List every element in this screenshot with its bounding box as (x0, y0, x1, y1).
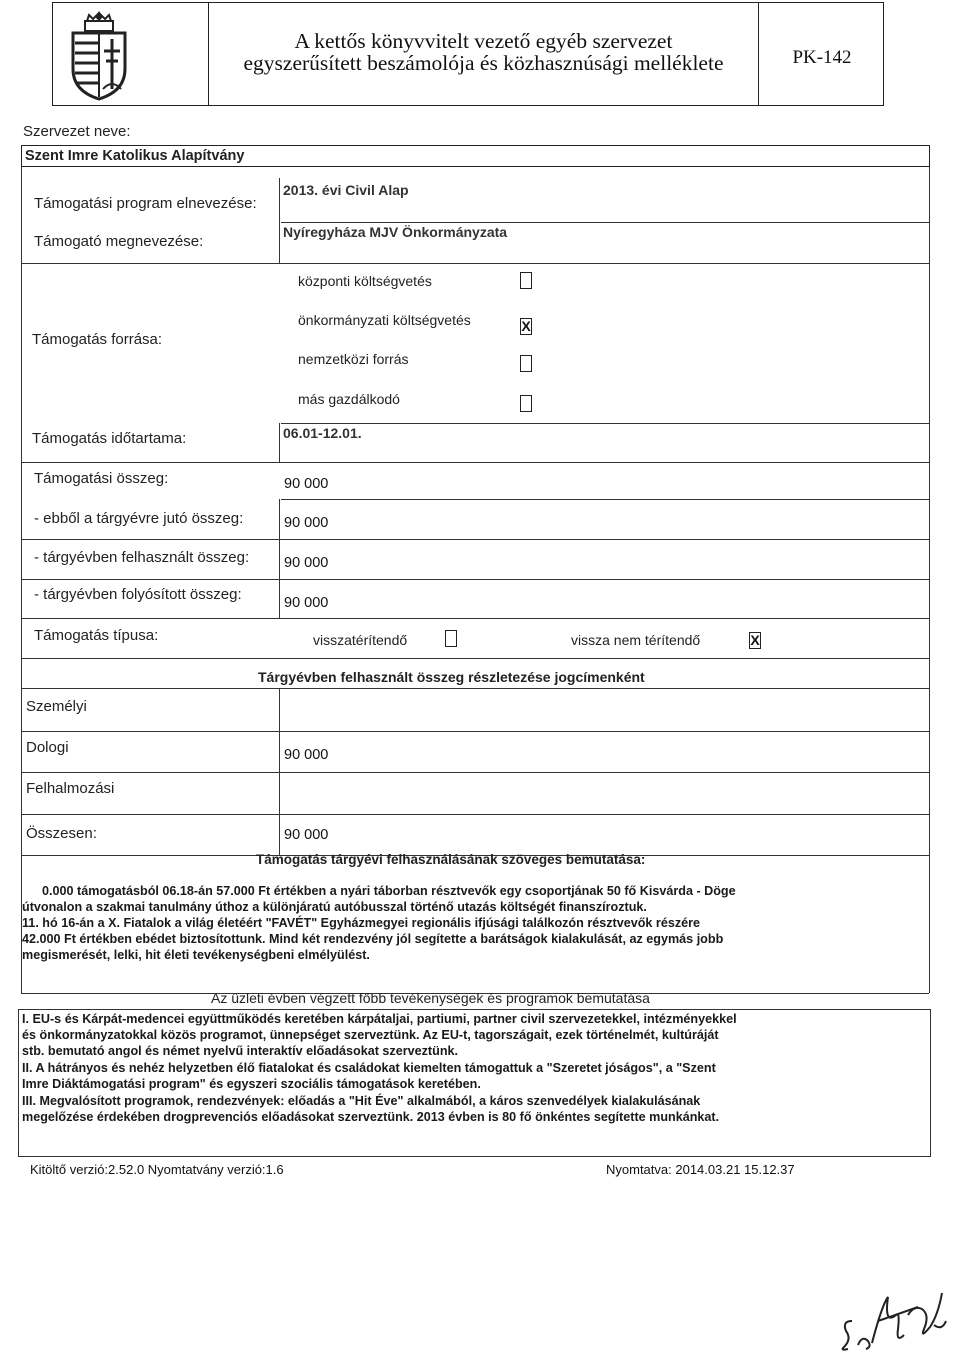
activities-line: Imre Diáktámogatási program" és egyszeri szociális támogatások keretében. (22, 1077, 481, 1091)
program-name-label: Támogatási program elnevezése: (34, 195, 257, 212)
supporter-value: Nyíregyháza MJV Önkormányzata (283, 224, 508, 240)
usage-line: 0.000 támogatásból 06.18-án 57.000 Ft értékben a nyári táborban résztvevők egy csoportjának 50 fő Kisvárda - Döge (42, 884, 736, 898)
amount-total-label: Támogatási összeg: (34, 470, 169, 487)
duration-value: 06.01-12.01. (283, 425, 362, 441)
amount-paid-value: 90 000 (284, 595, 329, 611)
refundable-label: visszatérítendő (313, 632, 408, 648)
breakdown-total-value: 90 000 (284, 827, 329, 843)
source-option-other-label: más gazdálkodó (298, 391, 400, 407)
breakdown-total-label: Összesen: (26, 825, 97, 842)
breakdown-title: Tárgyévben felhasznált összeg részletezése jogcímenként (258, 669, 645, 685)
source-option-international-label: nemzetközi forrás (298, 351, 409, 367)
activities-line: megelőzése érdekében drogprevenciós előadásokat szerveztünk. 2013 évben is 80 fő önkéntes segítette munkánkat. (22, 1110, 720, 1124)
amount-paid-label: - tárgyévben folyósított összeg: (34, 586, 242, 603)
source-option-municipal-label: önkormányzati költségvetés (298, 312, 471, 328)
footer-version: Kitöltő verzió:2.52.0 Nyomtatvány verzió:1.6 (30, 1162, 284, 1177)
activities-line: és önkormányzatokkal közös programot, ünnepséget szerveztünk. Az EU-t, tagországait, ezek történelmét, kultúráját (22, 1028, 719, 1042)
activities-title: Az üzleti évben végzett főbb tevékenységek és programok bemutatása (211, 990, 650, 1006)
breakdown-accumulation-label: Felhalmozási (26, 780, 115, 797)
source-option-municipal-checkbox[interactable]: X (521, 318, 531, 334)
usage-title: Támogatás tárgyévi felhasználásának szöveges bemutatása: (256, 852, 646, 867)
amount-year-label: - ebből a tárgyévre jutó összeg: (34, 510, 244, 527)
signature (838, 1285, 950, 1355)
breakdown-material-label: Dologi (26, 739, 69, 756)
nonrefundable-checkbox[interactable]: X (750, 632, 760, 648)
source-option-central-checkbox[interactable] (520, 272, 532, 289)
form-header (52, 2, 884, 106)
activities-line: III. Megvalósított programok, rendezvények: előadás a "Hit Éve" alkalmából, a káros szenvedélyek kialakulásának (22, 1094, 701, 1108)
footer-printed: Nyomtatva: 2014.03.21 15.12.37 (606, 1162, 795, 1177)
refundable-checkbox[interactable] (445, 630, 457, 647)
supporter-label: Támogató megnevezése: (34, 233, 204, 250)
amount-total-value: 90 000 (284, 476, 329, 492)
source-option-international-checkbox[interactable] (520, 355, 532, 372)
source-option-central-label: központi költségvetés (298, 273, 432, 289)
support-type-label: Támogatás típusa: (34, 627, 159, 644)
source-option-other-checkbox[interactable] (520, 395, 532, 412)
amount-year-value: 90 000 (284, 515, 329, 531)
org-name-label: Szervezet neve: (23, 123, 131, 140)
usage-line: 42.000 Ft értékben ebédet biztosítottunk. Mind két rendezvény jól segítette a barátságok kialakulását, az egymás jobb (22, 932, 724, 946)
org-name-value: Szent Imre Katolikus Alapítvány (25, 148, 245, 164)
source-label: Támogatás forrása: (32, 331, 163, 348)
usage-line: útvonalon a szakmai tanulmány úthoz a különjáratú autóbusszal történő utazás költségét finanszíroztuk. (22, 900, 647, 914)
program-name-value: 2013. évi Civil Alap (283, 182, 409, 198)
duration-label: Támogatás időtartama: (32, 430, 187, 447)
breakdown-material-value: 90 000 (284, 747, 329, 763)
amount-used-value: 90 000 (284, 555, 329, 571)
usage-line: megismerését, lelki, hit életi tevékenységbeni elmélyülést. (22, 948, 370, 962)
activities-line: stb. bemutató angol és német nyelvű interaktív előadásokat szerveztünk. (22, 1044, 459, 1058)
form-title-line1: A kettős könyvvitelt vezető egyéb szervezet (294, 29, 673, 53)
form-title-line2: egyszerűsített beszámolója és közhasznúsági melléklete (243, 51, 724, 75)
amount-used-label: - tárgyévben felhasznált összeg: (34, 549, 250, 566)
usage-line: 11. hó 16-án a X. Fiatalok a világ életéért "FAVÉT" Egyházmegyei regionális ifjúsági találkozón résztvevők részére (22, 916, 701, 930)
coat-of-arms-logo (63, 9, 135, 101)
activities-line: II. A hátrányos és nehéz helyzetben élő fiatalokat és családokat kiemelten támogattuk a "Szeretet jóságos", a "Szent (22, 1061, 716, 1075)
nonrefundable-label: vissza nem térítendő (571, 632, 701, 648)
form-code: PK-142 (792, 47, 852, 68)
activities-line: I. EU-s és Kárpát-medencei együttműködés keretében kárpátaljai, partiumi, partner civil szervezetekkel, intézményekkel (22, 1012, 737, 1026)
breakdown-personal-label: Személyi (26, 698, 87, 715)
